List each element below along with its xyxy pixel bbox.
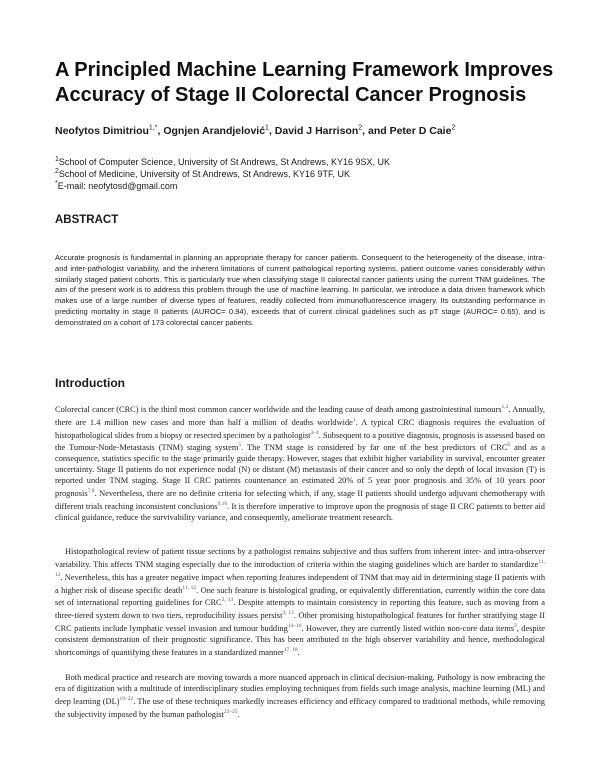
paragraph-text: . Nevertheless, this has a greater negative impact when reporting features independent of TNM that may aid in determining stage II patients with a higher risk of disease specific death: [55, 572, 546, 595]
paragraph-text: Both medical practice and research are moving towards a more nuanced approach in clinical decision-making. Pathology is now embracing the era of digitization with a multitude of interdisciplinary studies employing techniques from fields such image analysis, machine learning (ML) and deep learning (DL): [55, 673, 545, 706]
citation: 11, 12: [182, 584, 197, 591]
citation: 1,2: [501, 404, 509, 410]
author: Ognjen Arandjelović$^1$,: [163, 124, 275, 137]
paper-title: A Principled Machine Learning Framework Improves Accuracy of Stage II Colorectal Cancer Prognosis: [55, 59, 554, 106]
corresponding-email: *E-mail: neofytosd@gmail.com: [55, 180, 178, 191]
paragraph-text: . It is therefore imperative to improve upon the prognosis of stage II CRC patients to better aid clinical guidance, reduce the survivability variance, and consequently, ameliorate treatment research.: [55, 501, 545, 522]
paragraph-text: . One such feature is histological grading, or equivalently differentiation, currently within the core data set of international reporting guidelines for CRC: [55, 585, 545, 608]
paragraph-text: . A typical CRC diagnosis requires the evaluation of histopathological slides from a biopsy or resected specimen by a pathologist: [55, 417, 545, 440]
citation: 14–16: [287, 622, 302, 629]
citation: 17, 18: [283, 646, 298, 653]
intro-paragraph-3: [55, 672, 545, 720]
citation: 3, 13: [221, 597, 234, 604]
citation: 11, 12: [55, 559, 545, 578]
citation: 3, 13: [282, 610, 294, 617]
citation: 3: [514, 622, 517, 629]
intro-paragraph-2: [55, 546, 545, 658]
author: David J Harrison$^2$, and: [274, 124, 390, 137]
paragraph-text: , despite consistent demonstration of their prognostic significance. This has been attributed to the high observer variability and hence, methodological shortcomings of quantifying these features in a standardized manner: [55, 623, 545, 657]
affiliation: $^1$School of Computer Science, University of St Andrews, St Andrews, KY16 9SX, UK: [55, 156, 391, 167]
citation: 6: [507, 442, 511, 449]
author: Neofytos Dimitriou$^{1,*}$,: [55, 124, 164, 137]
citation: 19–22: [119, 696, 134, 702]
citation: 3–4: [310, 429, 319, 436]
paragraph-text: .: [237, 709, 240, 719]
affiliation: $^2$School of Medicine, University of St Andrews, St Andrews, KY16 9TF, UK: [55, 168, 351, 179]
paragraph-text: Colorectal cancer (CRC) is the third most common cancer worldwide and the leading cause of death among gastrointestinal tumours: [55, 404, 502, 414]
citation: 23–25: [223, 708, 238, 715]
paragraph-text: . The TNM stage is considered by far one of the best predictors of CRC: [241, 443, 508, 453]
citation: 5: [238, 442, 242, 449]
citation: 1: [352, 416, 356, 423]
citation: 7,8: [87, 488, 95, 495]
paragraph-text: . Other promising histopathological features for further stratifying stage II CRC patients include lymphatic vessel invasion and tumour budding: [55, 610, 546, 633]
abstract-text: Accurate prognosis is fundamental in planning an appropriate therapy for cancer patients. Consequent to the heterogeneity of the disease, intra- and inter-pathologist variability, and the inherent limitations of current pathological reporting systems, patient outcome varies considerably within similarly staged patient cohorts. This is particularly true when classifying stage II colorectal cancer patients using the current TNM guidelines. The aim of the present work is to address this problem through the use of machine learning. In particular, we introduce a data driven framework which makes use of a large number of diverse types of features, readily collected from immunofluorescence imagery. Its outstanding performance in predicting mortality in stage II patients (AUROC= 0.94), exceeds that of current clinical guidelines such as pT stage (AUROC= 0.65), and is demonstrated on a cohort of 173 colorectal cancer patients.: [55, 253, 545, 327]
paragraph-text: . Subsequent to a positive diagnosis, prognosis is assessed based on the Tumour-Node-Metastasis (TNM) staging system: [55, 430, 545, 453]
author-list: [55, 124, 555, 137]
author: Peter D Caie$^2$: [389, 124, 456, 137]
paragraph-text: . However, they are currently listed within non-core data items: [301, 623, 515, 633]
paragraph-text: Histopathological review of patient tissue sections by a pathologist remains subjective and thus suffers from inherent inter- and intra-observer variability. This affects TNM staging especially due to the introduction of criteria within the staging guidelines which are harder to standardize: [55, 547, 545, 569]
citation: 9,10: [217, 500, 228, 507]
paragraph-text: .: [297, 647, 300, 657]
paragraph-text: . Nevertheless, there are no definite criteria for selecting which, if any, stage II patients should undergo adjuvant chemotherapy with different trials reaching inconsistent conclusions: [55, 488, 545, 511]
paragraph-text: . Despite attempts to maintain consistency in reporting this feature, such as moving from a three-tiered system down to two tiers, reproducibility issues persist: [55, 598, 546, 620]
paragraph-text: . The use of these techniques markedly increases efficiency and efficacy compared to traditional methods, while removing the subjectivity imposed by the human pathologist: [55, 696, 545, 719]
paragraph-text: . Annually, there are 1.4 million new cases and more than half a million of deaths worldwide: [55, 404, 546, 427]
introduction-heading: Introduction: [55, 376, 125, 390]
intro-paragraph-1: [55, 402, 545, 523]
abstract-heading: ABSTRACT: [55, 214, 119, 226]
paragraph-text: and as a consequence, statistics specific to the stage primarily guide therapy. However, stages that exhibit higher variability in survival, encounter greater uncertainty. Stage II patients do not experience nodal (N) or distant (M) metastasis of their cancer and so only the depth of local invasion (T) is reported under TNM staging. Stage II CRC patients countenance an estimated 20% of 5 year poor prognosis and 35% of 10 years poor prognosis: [55, 443, 545, 498]
